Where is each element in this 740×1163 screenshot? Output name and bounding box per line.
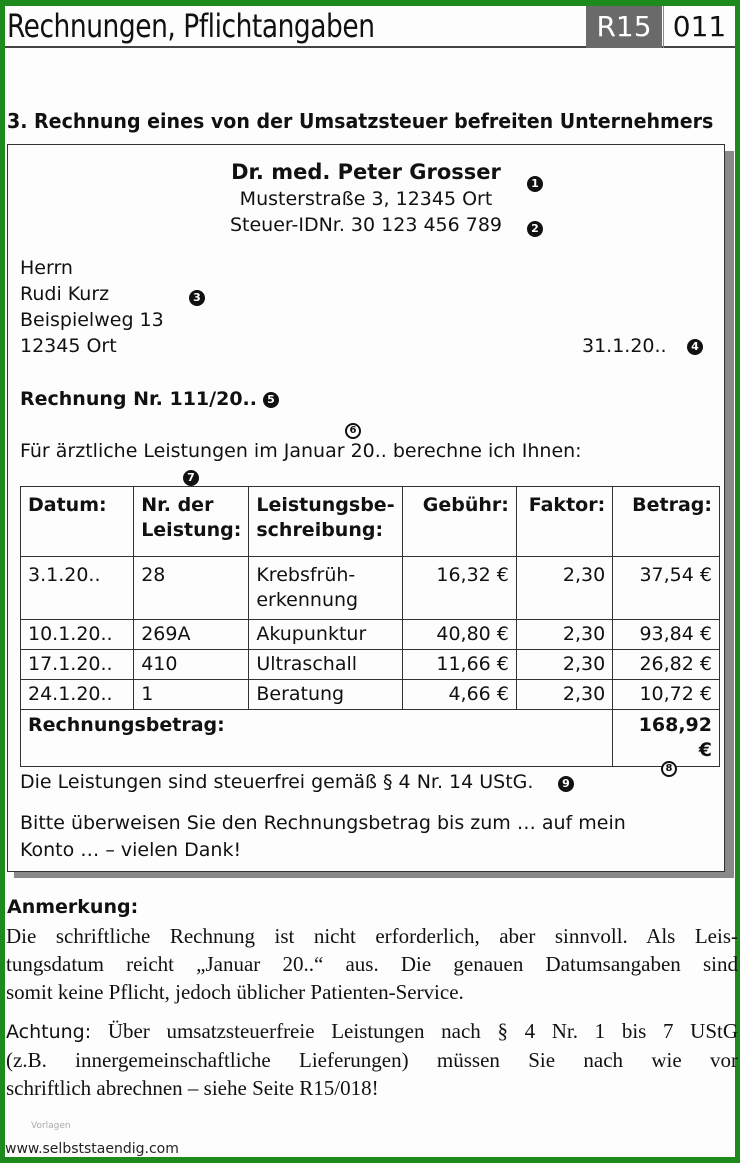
marker-1-icon: 1: [527, 176, 543, 192]
note-line: tungsdatum reicht „Januar 20..“ aus. Die genauen Datumsangaben sind: [6, 952, 738, 976]
watermark-url: www.selbststaendig.com: [5, 1141, 179, 1157]
col-beschreibung-line2: schreibung:: [256, 519, 384, 541]
cell-beschreibung: Beratung: [249, 680, 402, 710]
warning-block: [6, 1017, 738, 1102]
payment-line-1: Bitte überweisen Sie den Rechnungsbetrag bis zum … auf mein: [20, 812, 626, 834]
page-header: [5, 6, 735, 48]
cell-gebuehr: 16,32 €: [402, 557, 516, 620]
cell-gebuehr: 4,66 €: [402, 680, 516, 710]
invoice-sample: [7, 144, 725, 872]
cell-beschreibung-line1: Krebsfrüh-: [256, 564, 356, 586]
total-value: 168,92 €: [613, 710, 720, 767]
cell-beschreibung-line2: erkennung: [256, 589, 359, 611]
col-beschreibung-line1: Leistungsbe-: [256, 494, 395, 516]
warning-line-3: schriftlich abrechnen – siehe Seite R15/018!: [6, 1076, 379, 1100]
marker-9-icon: 9: [558, 776, 574, 792]
col-betrag: Betrag:: [613, 487, 720, 557]
cell-beschreibung: Ultraschall: [249, 650, 402, 680]
invoice-number: Rechnung Nr. 111/20..: [20, 388, 257, 410]
sender-address: Musterstraße 3, 12345 Ort: [239, 188, 493, 210]
tax-exemption-note: Die Leistungen sind steuerfrei gemäß § 4 Nr. 14 UStG.: [20, 771, 534, 793]
cell-faktor: 2,30: [516, 650, 612, 680]
cell-faktor: 2,30: [516, 620, 612, 650]
invoice-intro: Für ärztliche Leistungen im Januar 20.. berechne ich Ihnen:: [20, 440, 582, 462]
cell-beschreibung: [249, 557, 402, 620]
note-line: somit keine Pflicht, jedoch üblicher Patienten-Service.: [6, 980, 464, 1004]
recipient-street: Beispielweg 13: [20, 309, 164, 331]
watermark-label: Vorlagen: [31, 1121, 71, 1131]
col-nr: [134, 487, 249, 557]
cell-beschreibung: Akupunktur: [249, 620, 402, 650]
note-line: Die schriftliche Rechnung ist nicht erforderlich, aber sinnvoll. Als Leis-: [6, 924, 738, 948]
marker-6-icon: 6: [345, 423, 361, 439]
payment-line-2: Konto … – vielen Dank!: [20, 839, 242, 861]
page-number: 011: [663, 6, 735, 48]
page-title: Rechnungen, Pflichtangaben: [7, 7, 375, 45]
cell-betrag: 93,84 €: [613, 620, 720, 650]
invoice-date: 31.1.20..: [582, 335, 667, 357]
note-heading: Anmerkung:: [7, 896, 139, 918]
col-faktor: Faktor:: [516, 487, 612, 557]
cell-betrag: 26,82 €: [613, 650, 720, 680]
recipient-salutation: Herrn: [20, 257, 73, 279]
cell-nr: 28: [134, 557, 249, 620]
recipient-name: Rudi Kurz: [20, 283, 110, 305]
table-row: [21, 557, 720, 620]
table-row: [21, 620, 720, 650]
col-beschreibung: [249, 487, 402, 557]
cell-gebuehr: 40,80 €: [402, 620, 516, 650]
cell-datum: 3.1.20..: [21, 557, 134, 620]
marker-3-icon: 3: [189, 290, 205, 306]
section-heading: 3. Rechnung eines von der Umsatzsteuer befreiten Unternehmers: [7, 109, 714, 133]
total-label: Rechnungsbetrag:: [21, 710, 613, 767]
table-row: [21, 650, 720, 680]
table-row: [21, 680, 720, 710]
cell-nr: 1: [134, 680, 249, 710]
warning-label: Achtung:: [6, 1021, 92, 1043]
chapter-badge: R15: [586, 6, 662, 48]
table-total-row: [21, 710, 720, 767]
note-body: [6, 922, 738, 1006]
cell-gebuehr: 11,66 €: [402, 650, 516, 680]
sender-tax-id: Steuer-IDNr. 30 123 456 789: [229, 214, 503, 236]
document-page: [5, 6, 738, 1157]
marker-7-icon: 7: [183, 470, 199, 486]
recipient-city: 12345 Ort: [20, 335, 117, 357]
col-gebuehr: Gebühr:: [402, 487, 516, 557]
cell-datum: 17.1.20..: [21, 650, 134, 680]
sender-name: Dr. med. Peter Grosser: [231, 160, 501, 184]
marker-8-icon: 8: [661, 761, 677, 777]
services-table: [20, 486, 720, 767]
warning-line-1-text: Über umsatzsteuerfreie Leistungen nach § 4 Nr. 1 bis 7 UStG: [91, 1019, 738, 1043]
cell-nr: 269A: [134, 620, 249, 650]
col-nr-line2: Leistung:: [141, 519, 242, 541]
cell-datum: 24.1.20..: [21, 680, 134, 710]
cell-nr: 410: [134, 650, 249, 680]
col-nr-line1: Nr. der: [141, 494, 214, 516]
cell-faktor: 2,30: [516, 680, 612, 710]
cell-faktor: 2,30: [516, 557, 612, 620]
cell-datum: 10.1.20..: [21, 620, 134, 650]
warning-line-2: (z.B. innergemeinschaftliche Lieferungen) müssen Sie nach wie vor: [6, 1048, 738, 1072]
warning-line-1: [6, 1017, 738, 1046]
marker-4-icon: 4: [687, 339, 703, 355]
marker-2-icon: 2: [527, 221, 543, 237]
cell-betrag: 37,54 €: [613, 557, 720, 620]
cell-betrag: 10,72 €: [613, 680, 720, 710]
table-header-row: [21, 487, 720, 557]
marker-5-icon: 5: [263, 392, 279, 408]
col-datum: Datum:: [21, 487, 134, 557]
